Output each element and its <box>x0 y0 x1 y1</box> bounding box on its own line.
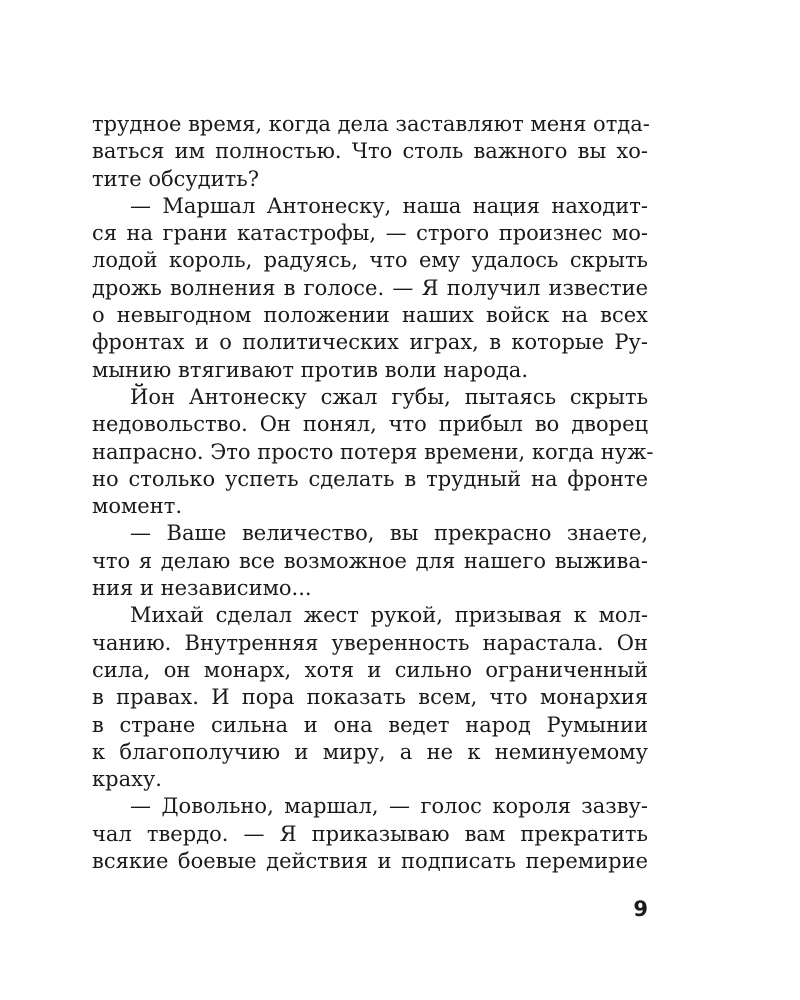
text-line: — Довольно, маршал, — голос короля зазву- <box>130 794 648 819</box>
text-line: чал твердо. — Я приказываю вам прекратить <box>92 821 648 846</box>
text-line: всякие боевые действия и подписать перемирие <box>92 849 648 874</box>
text-line: в правах. И пора показать всем, что монархия <box>92 685 648 710</box>
text-line: Михай сделал жест рукой, призывая к мол- <box>130 603 648 628</box>
text-line: ваться им полностью. Что столь важного вы хо- <box>92 139 648 164</box>
text-line: дрожь волнения в голосе. — Я получил известие <box>92 275 648 300</box>
body-text <box>92 111 654 875</box>
text-line: трудное время, когда дела заставляют меня отда- <box>92 112 650 136</box>
text-line: в стране сильна и она ведет народ Румынии <box>92 712 648 737</box>
text-line: что я делаю все возможное для нашего выжива- <box>92 548 648 573</box>
text-line: напрасно. Это просто потеря времени, когда нуж- <box>92 439 654 464</box>
text-line: краху. <box>92 767 162 792</box>
text-line: Йон Антонеску сжал губы, пытаясь скрыть <box>130 384 648 409</box>
text-line: к благополучию и миру, а не к неминуемому <box>92 739 648 764</box>
text-line: чанию. Внутренняя уверенность нарастала. Он <box>92 630 648 655</box>
text-line: фронтах и о политических играх, в которые Ру- <box>92 330 648 355</box>
text-line: ся на грани катастрофы, — строго произнес мо- <box>92 221 648 246</box>
text-line: о невыгодном положении наших войск на всех <box>92 303 648 328</box>
text-line: — Ваше величество, вы прекрасно знаете, <box>130 521 648 546</box>
text-line: — Маршал Антонеску, наша нация находит- <box>130 193 648 218</box>
text-line: ния и независимо... <box>92 576 312 601</box>
text-line: тите обсудить? <box>92 166 259 191</box>
text-line: недовольство. Он понял, что прибыл во дворец <box>92 412 648 437</box>
text-line: но столько успеть сделать в трудный на фронте <box>92 466 648 491</box>
text-line: момент. <box>92 494 183 519</box>
page-number: 9 <box>633 897 648 921</box>
text-line: сила, он монарх, хотя и сильно ограниченный <box>92 657 648 682</box>
text-line: мынию втягивают против воли народа. <box>92 357 529 382</box>
text-line: лодой король, радуясь, что ему удалось скрыть <box>92 248 648 273</box>
